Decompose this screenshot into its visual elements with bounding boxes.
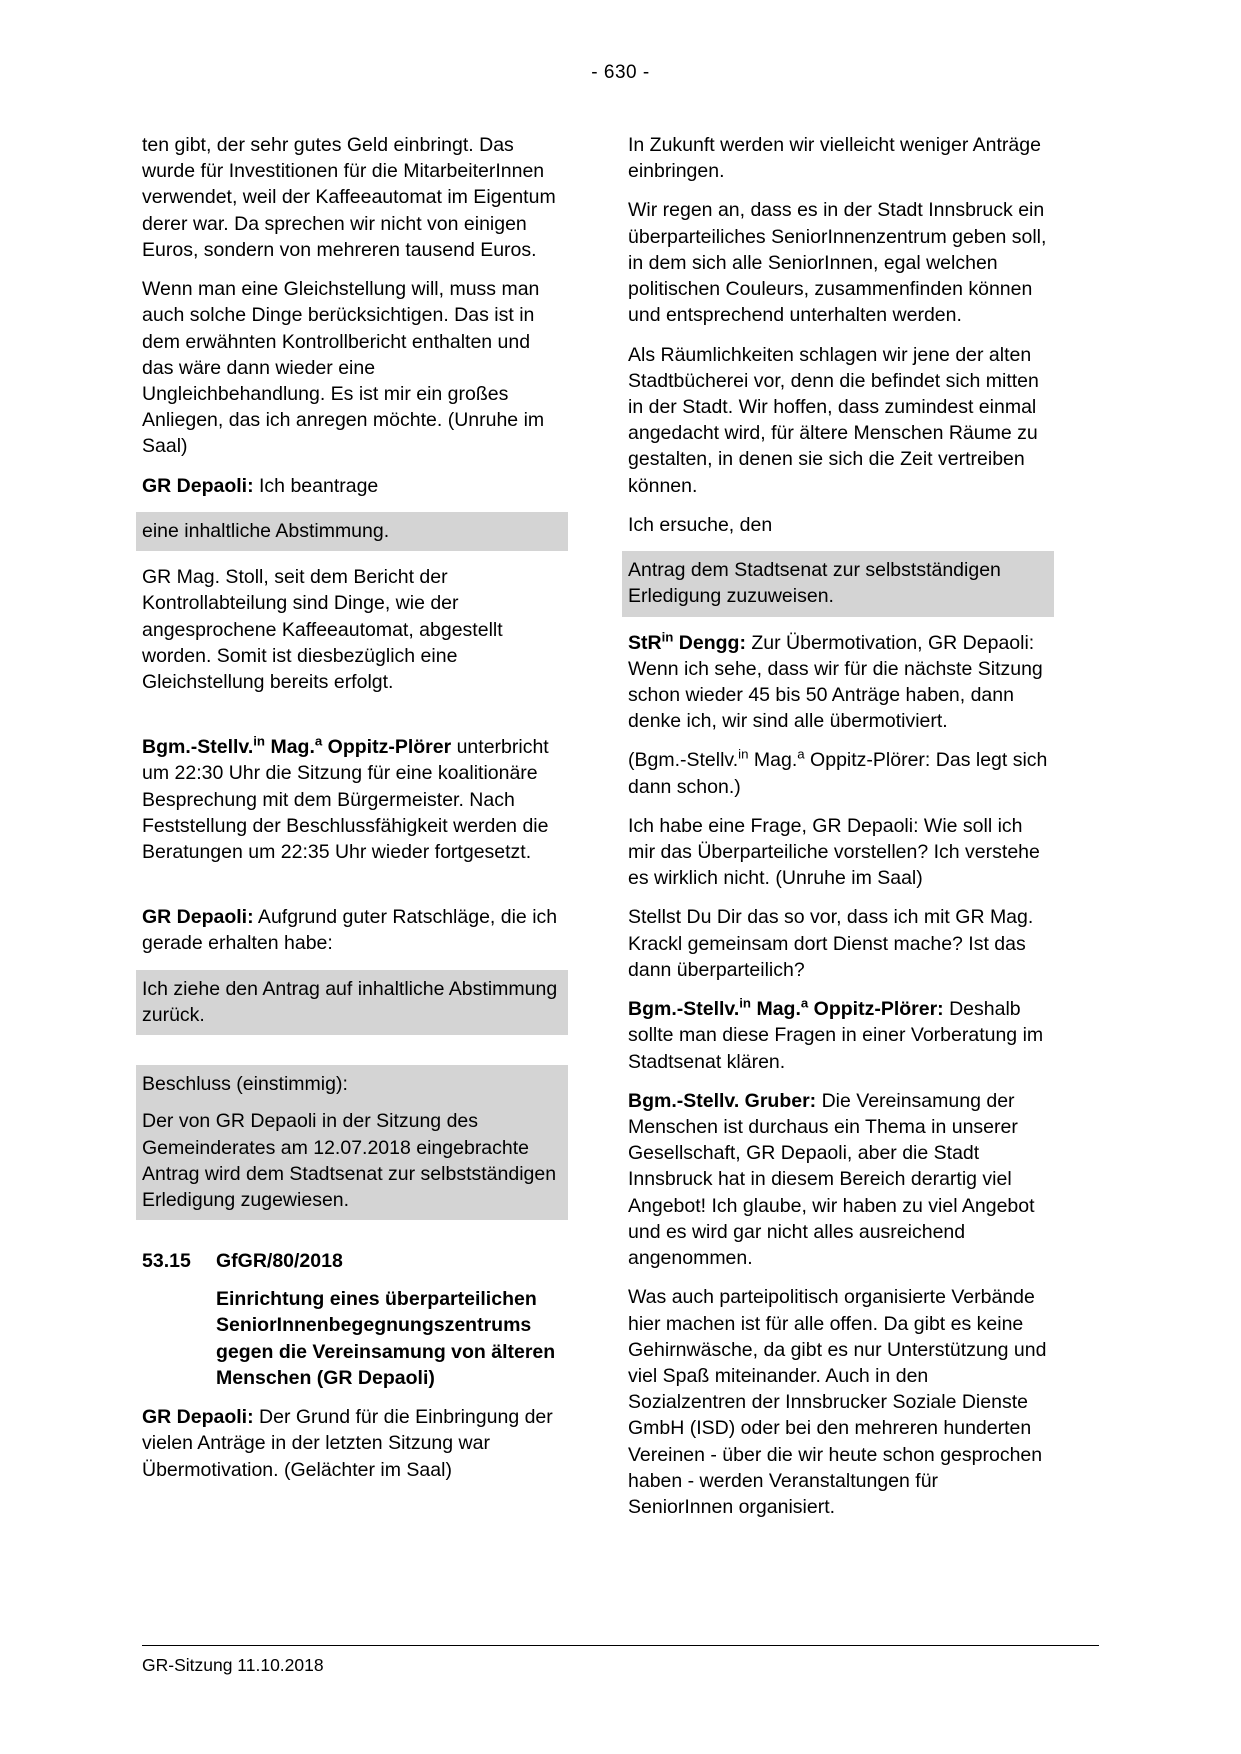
speaker-name bbox=[142, 733, 452, 759]
speaker-paragraph bbox=[628, 630, 1048, 735]
speaker-paragraph bbox=[142, 473, 562, 499]
speaker-text: Zur Übermotivation, GR Depaoli: Wenn ich sehe, dass wir für die nächste Sitzung schon wieder 45 bis 50 Anträge haben, dann denke ich, wir sind alle übermotiviert. bbox=[628, 631, 1043, 733]
superscript: a bbox=[800, 995, 809, 1011]
footer-divider bbox=[142, 1645, 1099, 1646]
paragraph: Ich habe eine Frage, GR Depaoli: Wie soll ich mir das Überparteiliche vorstellen? Ich verstehe es wirklich nicht. (Unruhe im Saal) bbox=[628, 814, 1040, 890]
speaker-name-part: Bgm.-Stellv. bbox=[628, 998, 740, 1021]
speaker-name: GR Depaoli: bbox=[142, 1406, 254, 1429]
paragraph: Wenn man eine Gleichstellung will, muss man auch solche Dinge berücksichtigen. Das ist in dem erwähnten Kontrollbericht enthalten und das wäre dann wieder eine Ungleichbehandlung. Es ist mir ein großes Anliegen, das ich anregen möchte. (Unruhe im Saal) bbox=[142, 278, 545, 458]
speaker-text: Aufgrund guter Ratschläge, die ich gerade erhalten habe: bbox=[142, 906, 558, 955]
superscript: in bbox=[739, 995, 752, 1011]
speaker-name-part: Bgm.-Stellv. bbox=[142, 736, 254, 759]
spacer bbox=[142, 1233, 562, 1250]
speaker-paragraph bbox=[628, 996, 1048, 1075]
superscript: a bbox=[797, 746, 805, 762]
interjection-part: (Bgm.-Stellv. bbox=[628, 749, 739, 772]
agenda-item-header bbox=[142, 1250, 562, 1273]
paragraph: Wir regen an, dass es in der Stadt Innsbruck ein überparteiliches SeniorInnenzentrum geben soll, in dem sich alle SeniorInnen, egal welchen politischen Couleurs, zusammenfinden können und entsprechend unterhalten werden. bbox=[628, 199, 1047, 327]
speaker-paragraph bbox=[628, 1088, 1048, 1272]
speaker-text: Deshalb sollte man diese Fragen in einer Vorberatung im Stadtsenat klären. bbox=[628, 998, 1044, 1073]
paragraph: Was auch parteipolitisch organisierte Verbände hier machen ist für alle offen. Da gibt es keine Gehirnwäsche, da gibt es nur Unterstützung und viel Spaß miteinander. Auch in den Sozialzentren der Innsbrucker Soziale Dienste GmbH (ISD) oder bei den mehreren hunderten Vereinen - über die wir heute schon gesprochen haben - werden Veranstaltungen für SeniorInnen organisiert. bbox=[628, 1286, 1047, 1519]
agenda-item-code: GfGR/80/2018 bbox=[216, 1250, 343, 1273]
paragraph: ten gibt, der sehr gutes Geld einbringt. Das wurde für Investitionen für die MitarbeiterInnen verwendet, weil der Kaffeeautomat im Eigentum derer war. Da sprechen wir nicht von einigen Euros, sondern von mehreren tausend Euros. bbox=[142, 134, 556, 261]
paragraph: eine inhaltliche Abstimmung. bbox=[142, 519, 390, 542]
paragraph: Als Räumlichkeiten schlagen wir jene der alten Stadtbücherei vor, denn die befindet sich mitten in der Stadt. Wir hoffen, dass zumindest einmal angedacht wird, für ältere Menschen Räume zu gestalten, in denen sie sich die Zeit vertreiben können. bbox=[628, 343, 1039, 497]
speaker-name-part: Oppitz-Plörer: bbox=[808, 998, 944, 1021]
paragraph: GR Mag. Stoll, seit dem Bericht der Kontrollabteilung sind Dinge, wie der angesprochene Kaffeeautomat, abgestellt worden. Somit ist diesbezüglich eine Gleichstellung bereits erfolgt. bbox=[142, 566, 503, 693]
paragraph: Ich ziehe den Antrag auf inhaltliche Abstimmung zurück. bbox=[142, 977, 558, 1026]
speaker-text: Die Vereinsamung der Menschen ist durchaus ein Thema in unserer Gesellschaft, GR Depaoli, aber die Stadt Innsbruck hat in diesem Bereich derartig viel Angebot! Ich glaube, wir haben zu viel Angebot und es wird gar nicht alles ausreichend angenommen. bbox=[628, 1089, 1035, 1270]
two-column-body bbox=[0, 84, 1241, 1533]
highlighted-motion bbox=[136, 512, 568, 551]
speaker-paragraph bbox=[142, 734, 562, 865]
superscript: in bbox=[738, 746, 749, 762]
interjection-part: Mag. bbox=[748, 749, 798, 772]
speaker-text: Ich beantrage bbox=[253, 474, 379, 497]
speaker-paragraph bbox=[142, 1404, 562, 1483]
speaker-paragraph bbox=[142, 904, 562, 956]
highlighted-withdrawal bbox=[136, 970, 568, 1035]
interjection-paragraph bbox=[628, 747, 1048, 799]
speaker-name-part: Dengg: bbox=[673, 631, 746, 654]
superscript: in bbox=[253, 733, 266, 749]
speaker-name bbox=[628, 629, 746, 654]
page-number: - 630 - bbox=[591, 62, 650, 83]
decision-text: Der von GR Depaoli in der Sitzung des Gemeinderates am 12.07.2018 eingebrachte Antrag wird dem Stadtsenat zur selbstständigen Erledigung zugewiesen. bbox=[142, 1110, 557, 1211]
speaker-name-part: Mag. bbox=[265, 736, 315, 759]
highlighted-decision bbox=[136, 1065, 568, 1220]
page-footer bbox=[142, 1645, 1099, 1676]
speaker-text: unterbricht um 22:30 Uhr die Sitzung für eine koalitionäre Besprechung mit dem Bürgermeister. Nach Feststellung der Beschlussfähigkeit werden die Beratungen um 22:35 Uhr wieder fortgesetzt. bbox=[142, 736, 549, 864]
interjection-part: Oppitz-Plörer: Das legt sich dann schon.) bbox=[628, 749, 1048, 798]
footer-text: GR-Sitzung 11.10.2018 bbox=[142, 1655, 324, 1675]
superscript: in bbox=[661, 629, 674, 644]
right-column bbox=[628, 132, 1048, 1533]
paragraph: In Zukunft werden wir vielleicht weniger Anträge einbringen. bbox=[628, 134, 1041, 183]
paragraph: Antrag dem Stadtsenat zur selbstständigen Erledigung zuzuweisen. bbox=[628, 559, 1001, 608]
highlighted-motion bbox=[622, 551, 1054, 616]
agenda-item-title: Einrichtung eines überparteilichen SeniorInnenbegegnungszentrums gegen die Vereinsamung von älteren Menschen (GR Depaoli) bbox=[216, 1288, 556, 1389]
superscript: a bbox=[314, 733, 323, 749]
paragraph: Stellst Du Dir das so vor, dass ich mit GR Mag. Krackl gemeinsam dort Dienst mache? Ist das dann überparteilich? bbox=[628, 906, 1034, 981]
spacer bbox=[142, 878, 562, 904]
paragraph: Ich ersuche, den bbox=[628, 513, 773, 536]
speaker-name-part: Mag. bbox=[751, 998, 801, 1021]
decision-heading: Beschluss (einstimmig): bbox=[142, 1073, 348, 1096]
speaker-name bbox=[628, 995, 944, 1021]
left-column bbox=[142, 132, 562, 1533]
speaker-name: GR Depaoli: bbox=[142, 474, 254, 497]
speaker-name-part: Oppitz-Plörer bbox=[322, 736, 452, 759]
speaker-name: Bgm.-Stellv. Gruber: bbox=[628, 1089, 817, 1112]
spacer bbox=[142, 708, 562, 734]
speaker-text: Der Grund für die Einbringung der vielen Anträge in der letzten Sitzung war Übermotivation. (Gelächter im Saal) bbox=[142, 1406, 553, 1481]
speaker-name-part: StR bbox=[628, 631, 662, 654]
speaker-name: GR Depaoli: bbox=[142, 906, 254, 929]
agenda-item-number: 53.15 bbox=[142, 1250, 191, 1273]
spacer bbox=[142, 1048, 562, 1065]
